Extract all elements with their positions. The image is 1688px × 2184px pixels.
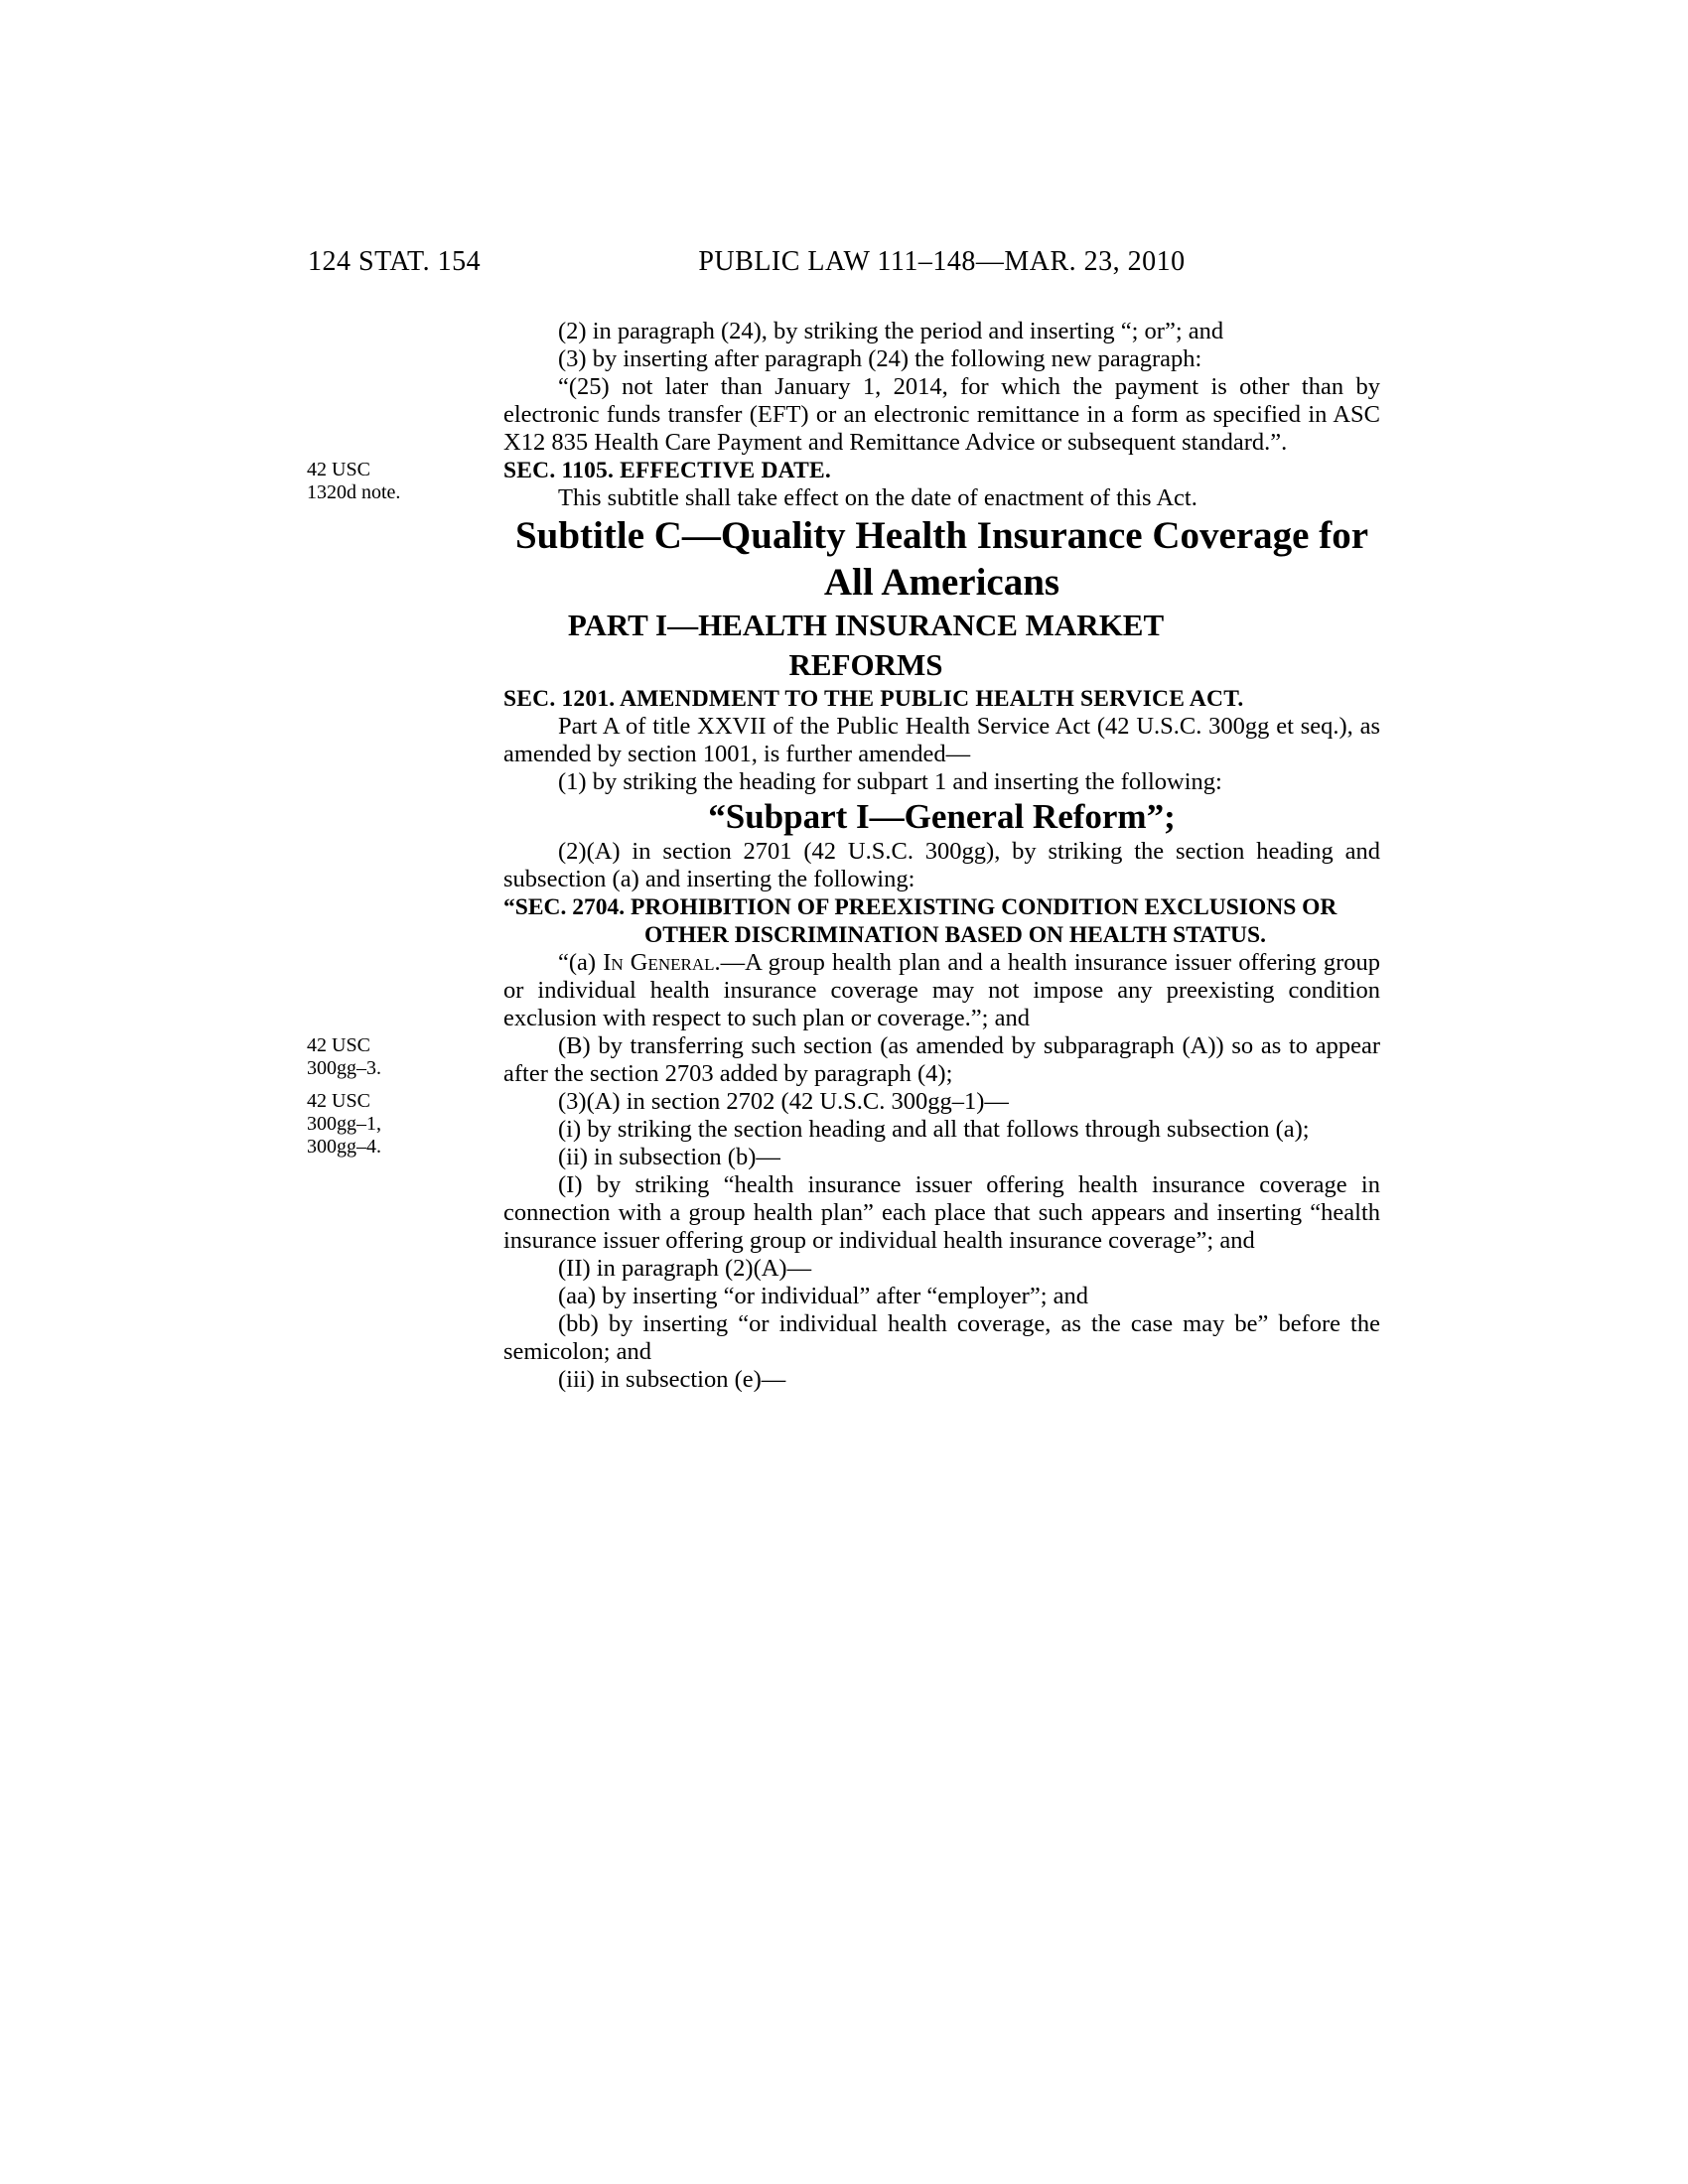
page-number-stat: 124 STAT. 154 (308, 246, 482, 277)
margin-note-line: 42 USC (307, 1090, 370, 1112)
margin-note-line: 300gg–4. (307, 1136, 381, 1158)
paragraph-II: (II) in paragraph (2)(A)— (558, 1255, 812, 1282)
margin-note-line: 300gg–3. (307, 1057, 381, 1079)
paragraph-25: “(25) not later than January 1, 2014, for which the payment is other than by electronic funds transfer (EFT) or an electronic remittance in a form as specified in ASC X12 835 Health Care Payment and Remittance Advice or subsequent standard.”. (503, 373, 1380, 456)
paragraph-iii: (iii) in subsection (e)— (558, 1366, 786, 1393)
margin-note-300gg-1-4 (307, 1090, 495, 1159)
subpart-i-heading: “Subpart I—General Reform”; (708, 797, 1176, 836)
paragraph-B: (B) by transferring such section (as amended by subparagraph (A)) so as to appear after the section 2703 added by paragraph (4); (503, 1032, 1380, 1087)
paragraph-a-rest: .—A group health plan and a health insurance issuer offering group or individual health insurance coverage may not impose any preexisting condition exclusion with respect to such plan or coverage.”; and (503, 949, 1380, 1031)
paragraph-aa: (aa) by inserting “or individual” after “employer”; and (558, 1283, 1089, 1309)
paragraph-2: (2) in paragraph (24), by striking the period and inserting “; or”; and (558, 318, 1224, 344)
sec-2704-heading (503, 893, 1380, 949)
part-i-heading: PART I—HEALTH INSURANCE MARKET REFORMS (567, 608, 1165, 682)
paragraph-3A: (3)(A) in section 2702 (42 U.S.C. 300gg–1)— (558, 1088, 1009, 1115)
margin-note-line: 1320d note. (307, 481, 401, 503)
sec-2704-text: PROHIBITION OF PREEXISTING CONDITION EXCLUSIONS OR OTHER DISCRIMINATION BASED ON HEALTH STATUS. (630, 894, 1337, 948)
paragraph-i: (i) by striking the section heading and all that follows through subsection (a); (558, 1116, 1310, 1143)
paragraph-B-block (307, 1032, 1380, 1088)
sec-2704-label: “SEC. 2704. (503, 894, 631, 920)
margin-note-line: 300gg–1, (307, 1113, 381, 1135)
margin-note-1320d (307, 459, 495, 504)
sec-1105-body: This subtitle shall take effect on the date of enactment of this Act. (558, 484, 1197, 511)
paragraph-ii: (ii) in subsection (b)— (558, 1144, 780, 1170)
paragraph-1: (1) by striking the heading for subpart 1 and inserting the following: (558, 768, 1222, 795)
sec-1201-intro: Part A of title XXVII of the Public Health Service Act (42 U.S.C. 300gg et seq.), as amended by section 1001, is further amended— (503, 713, 1380, 767)
paragraph-a-prefix: “(a) (558, 949, 604, 976)
paragraph-a-smallcaps: In General (603, 949, 715, 976)
paragraph-3: (3) by inserting after paragraph (24) the following new paragraph: (558, 345, 1202, 372)
paragraph-2A: (2)(A) in section 2701 (42 U.S.C. 300gg), by striking the section heading and subsection (a) and inserting the following: (503, 838, 1380, 892)
running-head-law-title: PUBLIC LAW 111–148—MAR. 23, 2010 (698, 246, 1186, 277)
body-column (307, 318, 1380, 1394)
paragraph-a-in-general (503, 949, 1380, 1032)
margin-note-line: 42 USC (307, 459, 370, 480)
margin-note-line: 42 USC (307, 1034, 370, 1056)
sec-1201-heading: SEC. 1201. AMENDMENT TO THE PUBLIC HEALTH SERVICE ACT. (503, 686, 1244, 712)
paragraph-bb: (bb) by inserting “or individual health coverage, as the case may be” before the semicolon; and (503, 1310, 1380, 1365)
margin-note-300gg-3 (307, 1034, 495, 1080)
sec-1105-heading: SEC. 1105. EFFECTIVE DATE. (503, 458, 831, 483)
paragraph-I: (I) by striking “health insurance issuer offering health insurance coverage in connection with a group health plan” each place that such appears and inserting “health insurance issuer offering group or individual health insurance coverage”; and (503, 1171, 1380, 1254)
subtitle-c-heading: Subtitle C—Quality Health Insurance Coverage for All Americans (514, 514, 1369, 604)
